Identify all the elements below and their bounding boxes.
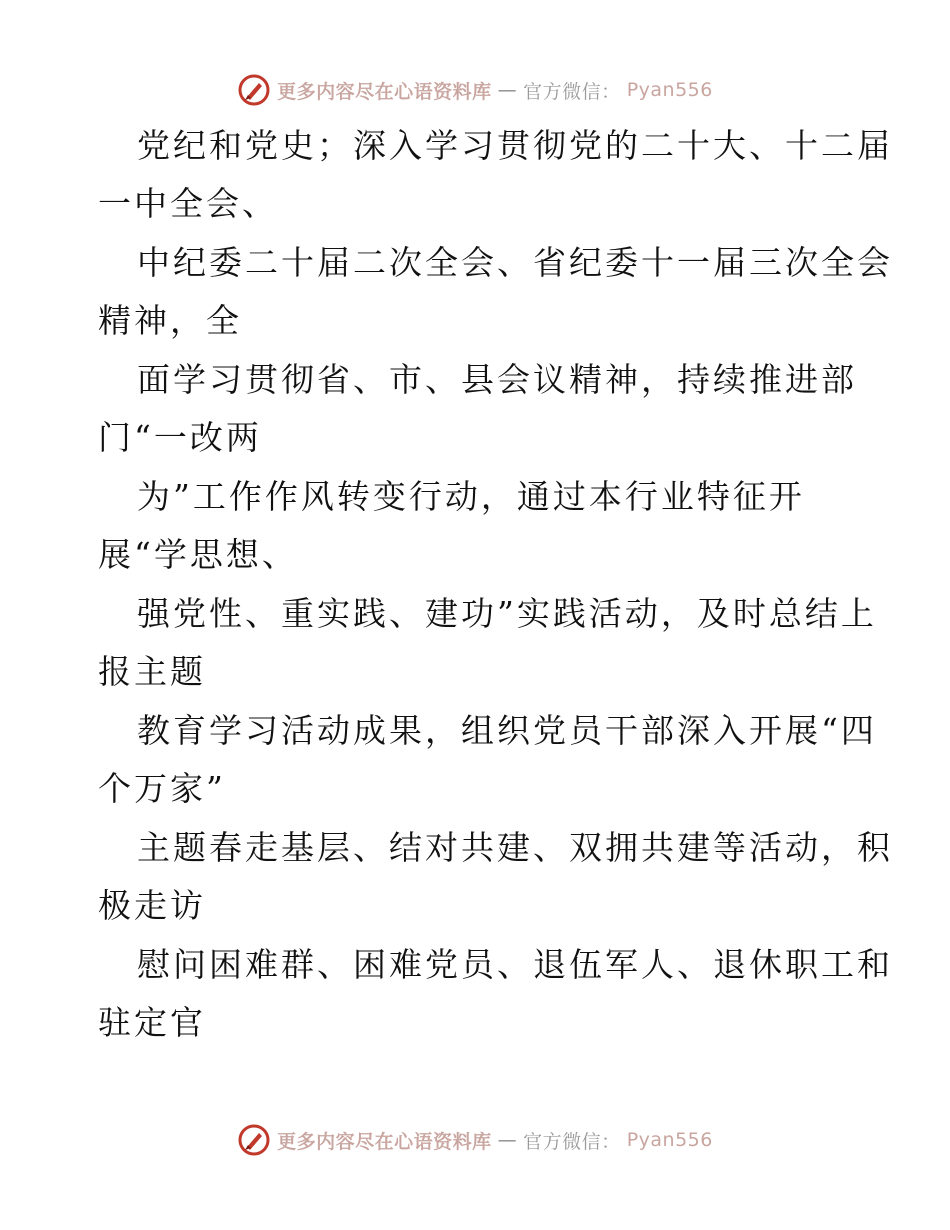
banner-wechat-label: 官方微信： <box>523 80 621 103</box>
paragraph-8-line-1: 慰问困难群、困难党员、退伍军人、退休职工和 <box>137 945 893 984</box>
pen-logo-icon <box>237 73 271 107</box>
paragraph-1-line-1: 党纪和党史；深入学习贯彻党的二十大、十二届 <box>137 126 893 165</box>
paragraph-2-line-2: 精神，全 <box>98 301 242 340</box>
paragraph-3-line-2: 门“一改两 <box>98 418 262 457</box>
footer-watermark-banner <box>0 1120 950 1160</box>
paragraph-4-line-2: 展“学思想、 <box>98 535 298 574</box>
banner-main-text: 更多内容尽在心语资料库 <box>277 1130 492 1153</box>
paragraph-3-line-1: 面学习贯彻省、市、县会议精神，持续推进部 <box>137 360 857 399</box>
header-watermark-banner <box>0 70 950 110</box>
paragraph-6-line-1: 教育学习活动成果，组织党员干部深入开展“四 <box>137 711 877 750</box>
paragraph-7-line-2: 极走访 <box>98 886 206 925</box>
banner-wechat-label: 官方微信： <box>523 1130 621 1153</box>
banner-separator: — <box>497 79 518 101</box>
paragraph-2-line-1: 中纪委二十届二次全会、省纪委十一届三次全会 <box>137 243 893 282</box>
banner-main-text: 更多内容尽在心语资料库 <box>277 80 492 103</box>
banner-wechat-id: Pyan556 <box>626 1129 713 1151</box>
paragraph-4-line-1: 为”工作作风转变行动，通过本行业特征开 <box>137 477 805 516</box>
paragraph-8-line-2: 驻定官 <box>98 1003 206 1042</box>
paragraph-5-line-1: 强党性、重实践、建功”实践活动，及时总结上 <box>137 594 877 633</box>
paragraph-7-line-1: 主题春走基层、结对共建、双拥共建等活动，积 <box>137 828 893 867</box>
pen-logo-icon <box>237 1123 271 1157</box>
banner-separator: — <box>497 1129 518 1151</box>
paragraph-6-line-2: 个万家” <box>98 769 226 808</box>
paragraph-5-line-2: 报主题 <box>98 652 206 691</box>
paragraph-1-line-2: 一中全会、 <box>98 184 278 223</box>
banner-wechat-id: Pyan556 <box>626 79 713 101</box>
